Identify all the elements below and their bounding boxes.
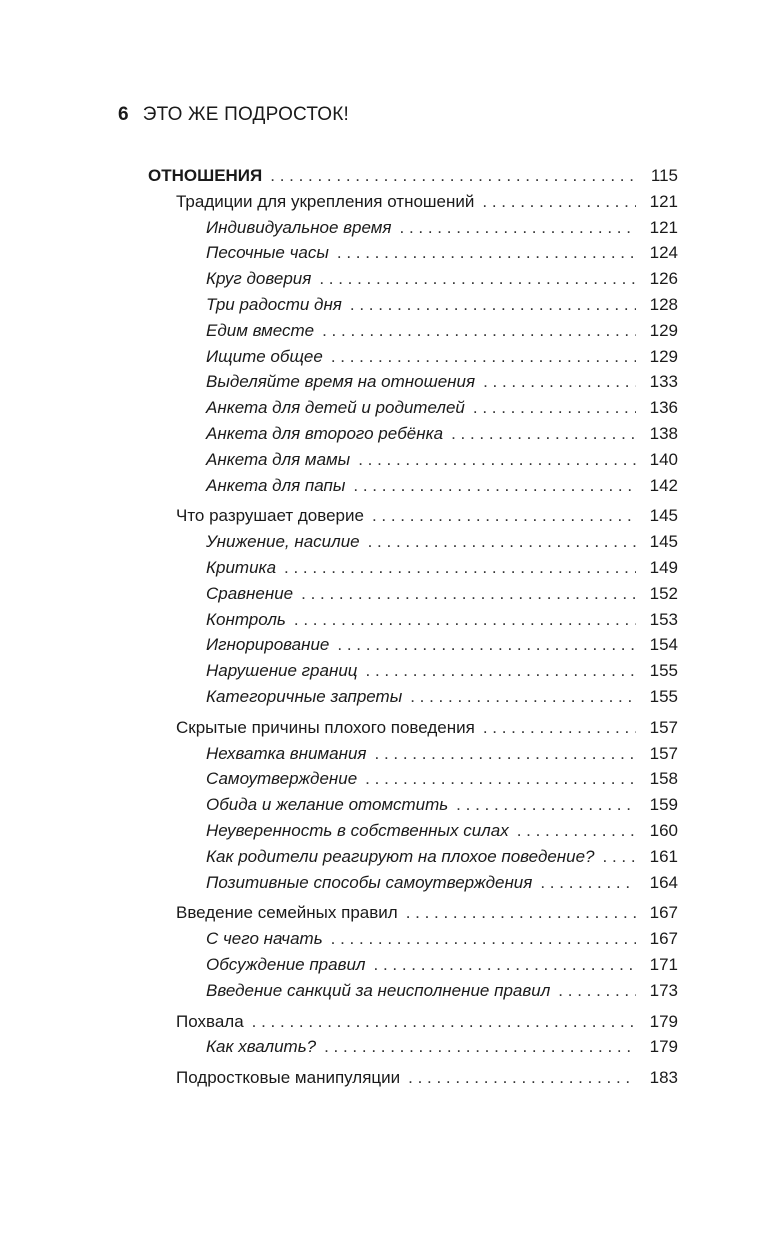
toc-title: Неуверенность в собственных силах xyxy=(206,821,509,840)
toc-title: Традиции для укрепления отношений xyxy=(176,192,475,211)
toc-title: Контроль xyxy=(206,610,286,629)
dot-leader xyxy=(337,634,636,656)
toc-page-number: 121 xyxy=(649,218,678,237)
toc-page-number: 133 xyxy=(649,372,678,391)
toc-title: Индивидуальное время xyxy=(206,218,392,237)
dot-leader xyxy=(252,1011,636,1033)
toc-section xyxy=(206,449,678,471)
toc-part xyxy=(148,165,678,187)
toc-page-number: 129 xyxy=(649,321,678,340)
toc-section xyxy=(206,346,678,368)
dot-leader xyxy=(456,794,636,816)
toc-page-number: 160 xyxy=(649,821,678,840)
toc-page-number: 145 xyxy=(649,506,678,525)
toc-section xyxy=(206,820,678,842)
toc-page-number: 126 xyxy=(649,269,678,288)
toc-page-number: 164 xyxy=(649,873,678,892)
toc-title: Анкета для второго ребёнка xyxy=(206,424,444,443)
toc-section xyxy=(206,980,678,1002)
running-head xyxy=(118,103,349,127)
dot-leader xyxy=(400,217,636,239)
toc-title: Три радости дня xyxy=(206,295,342,314)
toc-section xyxy=(206,686,678,708)
toc-page-number: 121 xyxy=(649,192,678,211)
dot-leader xyxy=(406,902,636,924)
dot-leader xyxy=(408,1067,636,1089)
toc-title: Едим вместе xyxy=(206,321,315,340)
dot-leader xyxy=(372,505,636,527)
toc-page-number: 167 xyxy=(649,903,678,922)
dot-leader xyxy=(483,717,636,739)
dot-leader xyxy=(322,320,636,342)
toc-page-number: 183 xyxy=(649,1068,678,1087)
toc-section xyxy=(206,268,678,290)
toc-title: Нехватка внимания xyxy=(206,744,367,763)
toc-page-number: 115 xyxy=(650,166,678,185)
toc-title: Введение семейных правил xyxy=(176,903,398,922)
dot-leader xyxy=(301,583,636,605)
toc-chapter xyxy=(176,1011,678,1033)
toc-title: Похвала xyxy=(176,1012,244,1031)
toc-page-number: 153 xyxy=(649,610,678,629)
toc-section xyxy=(206,531,678,553)
toc-chapter xyxy=(176,1067,678,1089)
dot-leader xyxy=(331,928,636,950)
dot-leader xyxy=(350,294,636,316)
toc-title: Анкета для мамы xyxy=(206,450,351,469)
toc-chapter xyxy=(176,191,678,213)
toc-title: Обида и желание отомстить xyxy=(206,795,449,814)
toc-title: Игнорирование xyxy=(206,635,330,654)
toc-page-number: 158 xyxy=(649,769,678,788)
toc-title: Обсуждение правил xyxy=(206,955,366,974)
toc-chapter xyxy=(176,902,678,924)
toc-page-number: 138 xyxy=(649,424,678,443)
toc-page-number: 129 xyxy=(649,347,678,366)
dot-leader xyxy=(451,423,636,445)
toc-page-number: 145 xyxy=(649,532,678,551)
toc-page-number: 154 xyxy=(649,635,678,654)
toc-section xyxy=(206,583,678,605)
toc-page-number: 149 xyxy=(649,558,678,577)
toc-section xyxy=(206,294,678,316)
toc-page-number: 152 xyxy=(649,584,678,603)
toc-section xyxy=(206,242,678,264)
toc-section xyxy=(206,634,678,656)
toc-page-number: 155 xyxy=(649,661,678,680)
toc-section xyxy=(206,768,678,790)
toc-section xyxy=(206,1036,678,1058)
toc-title: Круг доверия xyxy=(206,269,312,288)
toc-section xyxy=(206,794,678,816)
dot-leader xyxy=(558,980,636,1002)
toc-title: Сравнение xyxy=(206,584,294,603)
toc-page-number: 179 xyxy=(649,1037,678,1056)
toc-section xyxy=(206,320,678,342)
toc-title: Песочные часы xyxy=(206,243,329,262)
toc-section xyxy=(206,423,678,445)
dot-leader xyxy=(270,165,636,187)
dot-leader xyxy=(358,449,636,471)
toc-chapter xyxy=(176,505,678,527)
toc-page-number: 157 xyxy=(649,718,678,737)
toc-section xyxy=(206,609,678,631)
toc-page-number: 142 xyxy=(649,476,678,495)
toc-page-number: 167 xyxy=(649,929,678,948)
dot-leader xyxy=(368,531,636,553)
toc-title: Критика xyxy=(206,558,277,577)
toc-page-number: 171 xyxy=(649,955,678,974)
toc-title: Анкета для детей и родителей xyxy=(206,398,465,417)
dot-leader xyxy=(482,191,636,213)
toc-section xyxy=(206,954,678,976)
toc-page-number: 124 xyxy=(649,243,678,262)
dot-leader xyxy=(294,609,636,631)
toc-title: Подростковые манипуляции xyxy=(176,1068,401,1087)
toc-section xyxy=(206,846,678,868)
dot-leader xyxy=(337,242,636,264)
toc-page-number: 128 xyxy=(649,295,678,314)
toc-section xyxy=(206,217,678,239)
dot-leader xyxy=(284,557,636,579)
book-title: ЭТО ЖЕ ПОДРОСТОК! xyxy=(142,104,350,125)
toc-title: Введение санкций за неисполнение правил xyxy=(206,981,551,1000)
toc-page-number: 161 xyxy=(649,847,678,866)
dot-leader xyxy=(365,768,636,790)
toc-title: Ищите общее xyxy=(206,347,323,366)
toc-title: С чего начать xyxy=(206,929,323,948)
dot-leader xyxy=(374,954,637,976)
toc-page-number: 179 xyxy=(649,1012,678,1031)
toc-title: Как хвалить? xyxy=(206,1037,317,1056)
toc-title: Самоутверждение xyxy=(206,769,358,788)
dot-leader xyxy=(473,397,636,419)
toc-section xyxy=(206,660,678,682)
toc-title: Категоричные запреты xyxy=(206,687,403,706)
toc-page-number: 173 xyxy=(649,981,678,1000)
dot-leader xyxy=(410,686,636,708)
toc-page-number: 140 xyxy=(649,450,678,469)
dot-leader xyxy=(517,820,636,842)
toc-page-number: 155 xyxy=(649,687,678,706)
dot-leader xyxy=(331,346,636,368)
page-number: 6 xyxy=(118,104,129,125)
toc-page-number: 157 xyxy=(649,744,678,763)
toc-section xyxy=(206,743,678,765)
dot-leader xyxy=(366,660,637,682)
dot-leader xyxy=(319,268,636,290)
toc-title: ОТНОШЕНИЯ xyxy=(148,166,263,185)
toc-title: Анкета для папы xyxy=(206,476,346,495)
toc-section xyxy=(206,371,678,393)
toc-section xyxy=(206,557,678,579)
dot-leader xyxy=(603,846,636,868)
toc-title: Что разрушает доверие xyxy=(176,506,364,525)
toc-page-number: 159 xyxy=(649,795,678,814)
toc-title: Скрытые причины плохого поведения xyxy=(176,718,475,737)
dot-leader xyxy=(324,1036,636,1058)
toc-title: Позитивные способы самоутверждения xyxy=(206,873,533,892)
toc-title: Нарушение границ xyxy=(206,661,358,680)
dot-leader xyxy=(540,872,636,894)
toc-title: Унижение, насилие xyxy=(206,532,360,551)
toc-section xyxy=(206,928,678,950)
dot-leader xyxy=(353,475,636,497)
toc-section xyxy=(206,475,678,497)
toc-chapter xyxy=(176,717,678,739)
dot-leader xyxy=(483,371,636,393)
dot-leader xyxy=(375,743,637,765)
toc-section xyxy=(206,397,678,419)
toc-title: Как родители реагируют на плохое поведение? xyxy=(206,847,595,866)
toc-page-number: 136 xyxy=(649,398,678,417)
toc-title: Выделяйте время на отношения xyxy=(206,372,476,391)
toc-section xyxy=(206,872,678,894)
